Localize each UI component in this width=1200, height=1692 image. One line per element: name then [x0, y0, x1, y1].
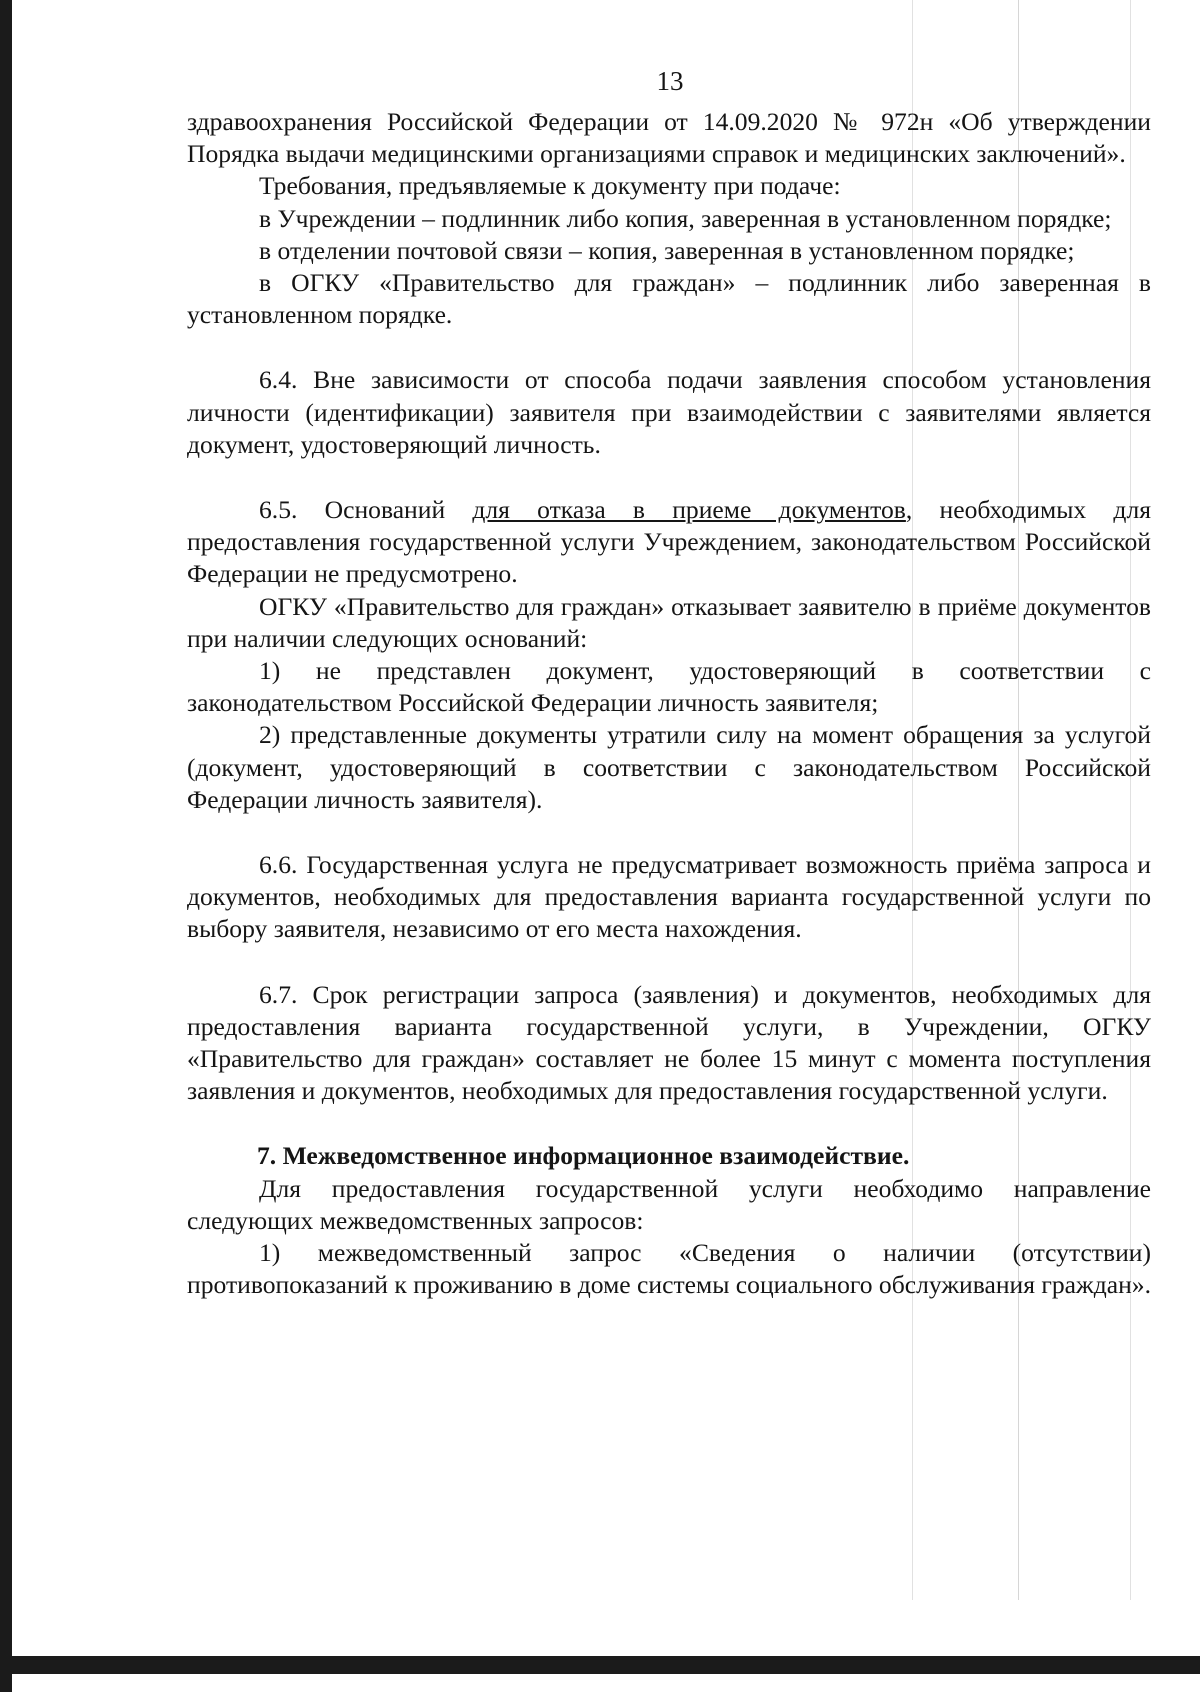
- paragraph: 6.4. Вне зависимости от способа подачи заявления способом установления личности (идентификации) заявителя при взаимодействии с заявителями является документ, удостоверяющий личность.: [187, 365, 1151, 459]
- paragraph: в Учреждении – подлинник либо копия, заверенная в установленном порядке;: [259, 203, 1112, 233]
- document-body: [187, 106, 1151, 1302]
- paragraph: в ОГКУ «Правительство для граждан» – подлинник либо заверенная в установленном порядке.: [187, 268, 1151, 330]
- paragraph: здравоохранения Российской Федерации от 14.09.2020 № 972н «Об утверждении Порядка выдачи медицинскими организациями справок и медицинских заключений».: [187, 107, 1151, 169]
- section-heading: 7. Межведомственное информационное взаимодействие.: [257, 1141, 910, 1171]
- scan-bottom-border: [0, 1656, 1200, 1674]
- paragraph-spacer: [187, 331, 1151, 364]
- paragraph: [187, 494, 1151, 591]
- underlined-text: для отказа в приеме документов: [472, 495, 906, 525]
- paragraph: ОГКУ «Правительство для граждан» отказывает заявителю в приёме документов при наличии следующих оснований:: [187, 591, 1151, 653]
- paragraph: 1) межведомственный запрос «Сведения о наличии (отсутствии) противопоказаний к проживанию в доме системы социального обслуживания граждан».: [187, 1238, 1152, 1300]
- paragraph-spacer: [187, 816, 1151, 849]
- page-number: 13: [656, 66, 684, 96]
- paragraph: 6.6. Государственная услуга не предусматривает возможность приёма запроса и документов, необходимых для предоставления варианта государственной услуги по выбору заявителя, независимо от его места нахождения.: [187, 850, 1151, 944]
- paragraph: Требования, предъявляемые к документу при подаче:: [259, 171, 841, 201]
- paragraph: 1) не представлен документ, удостоверяющий в соответствии с законодательством Российской Федерации личность заявителя;: [187, 656, 1151, 718]
- paragraph: в отделении почтовой связи – копия, заверенная в установленном порядке;: [259, 235, 1075, 265]
- paragraph: 6.7. Срок регистрации запроса (заявления) и документов, необходимых для предоставления варианта государственной услуги, в Учреждении, ОГКУ «Правительство для граждан» составляет не более 15 минут с момента поступления заявления и документов, необходимых для предоставления государственной услуги.: [187, 979, 1151, 1106]
- paragraph-text: , необходимых для предоставления государственной услуги Учреждением, законодательством Российской Федерации не предусмотрено.: [187, 495, 1151, 589]
- scan-left-border: [0, 0, 12, 1692]
- paragraph-spacer: [187, 1107, 1151, 1140]
- paragraph: Для предоставления государственной услуги необходимо направление следующих межведомственных запросов:: [187, 1173, 1151, 1235]
- paragraph: 2) представленные документы утратили силу на момент обращения за услугой (документ, удостоверяющий в соответствии с законодательством Российской Федерации личность заявителя).: [187, 720, 1151, 814]
- paragraph-text: 6.5. Оснований: [259, 495, 473, 525]
- paragraph-spacer: [187, 461, 1151, 494]
- paragraph-spacer: [187, 946, 1151, 979]
